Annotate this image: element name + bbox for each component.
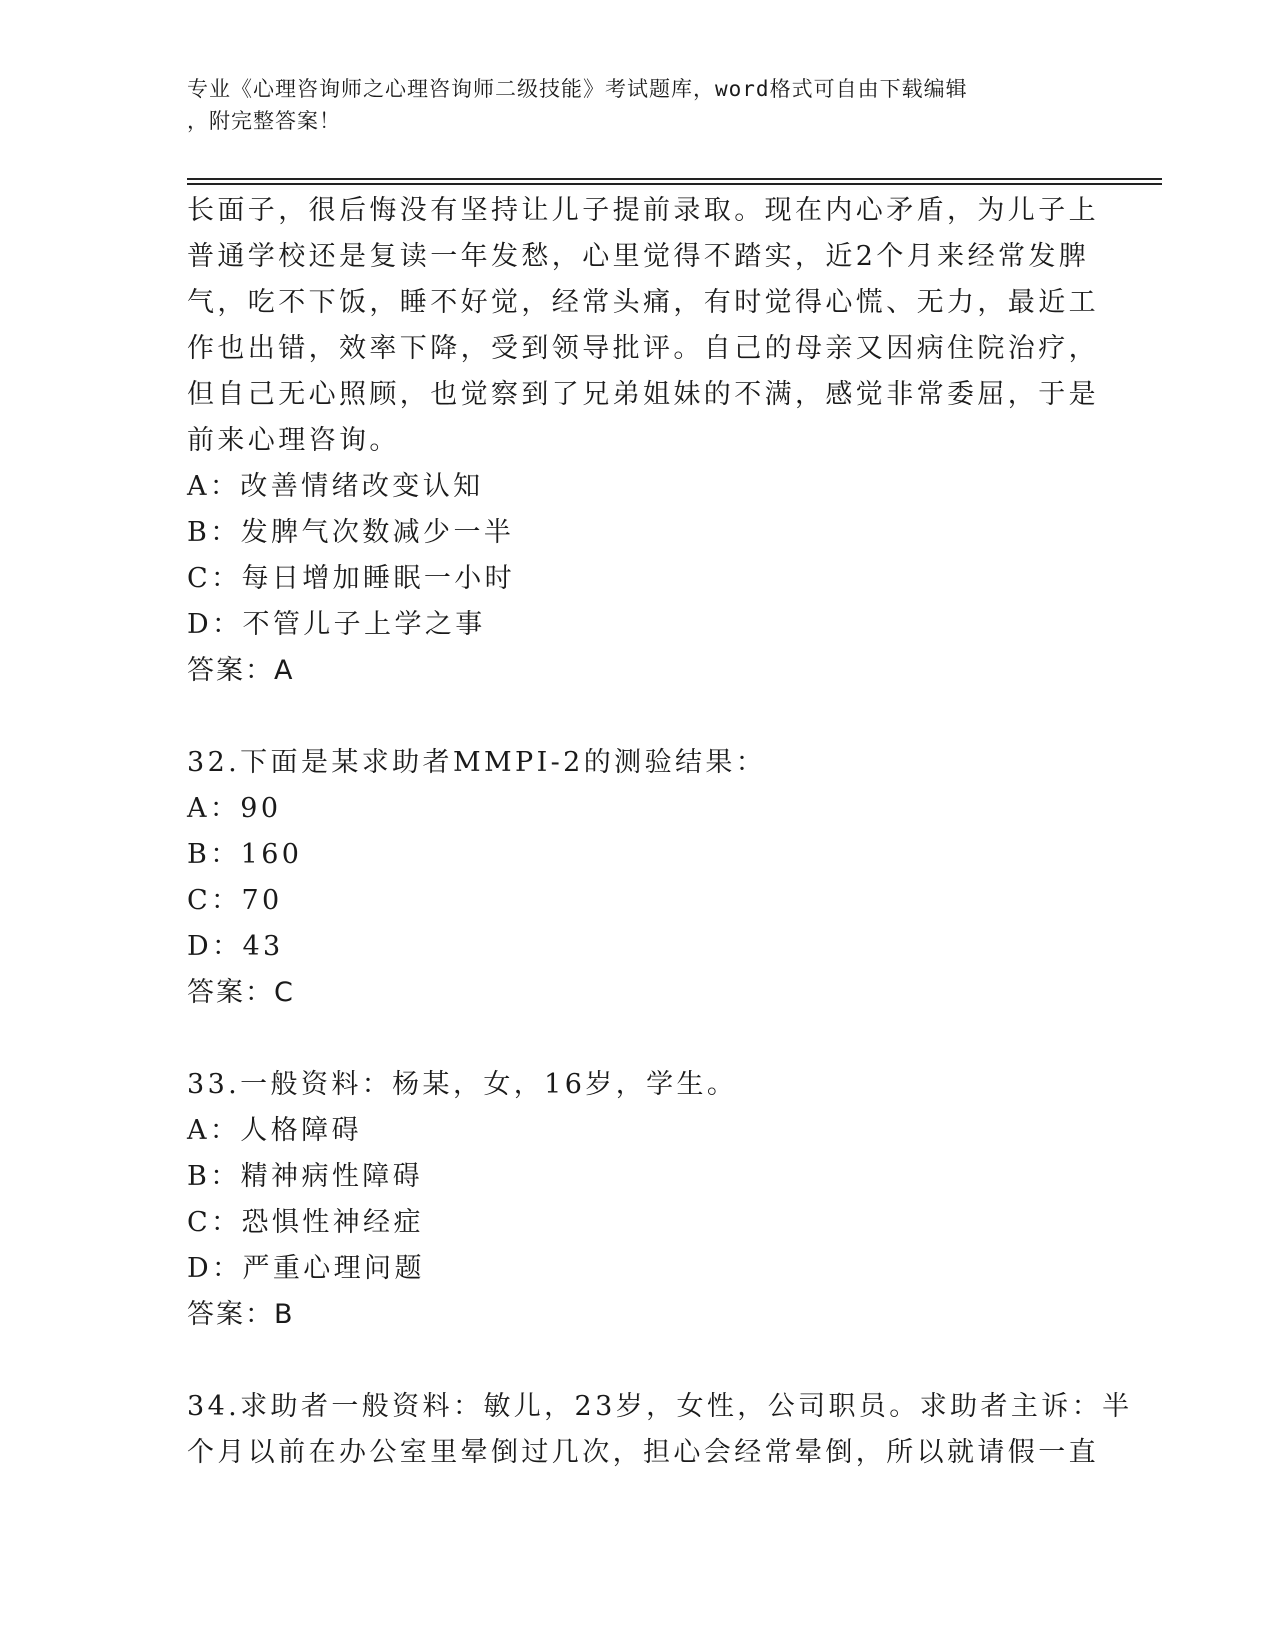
question-31 bbox=[187, 188, 1099, 694]
spacer bbox=[187, 1016, 1087, 1062]
question-stem-line: 长面子，很后悔没有坚持让儿子提前录取。现在内心矛盾，为儿子上 bbox=[187, 195, 1099, 226]
option-b: B：精神病性障碍 bbox=[187, 1161, 424, 1192]
option-c: C：每日增加睡眠一小时 bbox=[187, 563, 516, 594]
option-c: C：70 bbox=[187, 885, 283, 916]
question-32 bbox=[187, 740, 1087, 1016]
document-body bbox=[187, 188, 1133, 1476]
option-b: B：160 bbox=[187, 839, 303, 870]
question-stem-line: 34.求助者一般资料：敏儿，23岁，女性，公司职员。求助者主诉：半 bbox=[187, 1391, 1133, 1422]
question-stem: 33.一般资料：杨某，女，16岁，学生。 bbox=[187, 1069, 738, 1100]
option-a: A：改善情绪改变认知 bbox=[187, 471, 484, 502]
answer-line: 答案：B bbox=[187, 1299, 295, 1330]
question-stem-line: 气，吃不下饭，睡不好觉，经常头痛，有时觉得心慌、无力，最近工 bbox=[187, 287, 1099, 318]
option-d: D：严重心理问题 bbox=[187, 1253, 425, 1284]
option-c: C：恐惧性神经症 bbox=[187, 1207, 424, 1238]
question-stem: 32.下面是某求助者MMPI-2的测验结果： bbox=[187, 747, 767, 778]
option-d: D：不管儿子上学之事 bbox=[187, 609, 486, 640]
question-33 bbox=[187, 1062, 1087, 1338]
answer-line: 答案：A bbox=[187, 655, 295, 686]
question-stem-line: 个月以前在办公室里晕倒过几次，担心会经常晕倒，所以就请假一直 bbox=[187, 1437, 1099, 1468]
question-stem-line: 普通学校还是复读一年发愁，心里觉得不踏实，近2个月来经常发脾 bbox=[187, 241, 1090, 272]
answer-line: 答案：C bbox=[187, 977, 295, 1008]
question-34 bbox=[187, 1384, 1133, 1476]
option-b: B：发脾气次数减少一半 bbox=[187, 517, 515, 548]
header-rule-top bbox=[187, 178, 1162, 180]
header-title-line: 专业《心理咨询师之心理咨询师二级技能》考试题库，word格式可自由下载编辑 bbox=[187, 77, 968, 101]
option-d: D：43 bbox=[187, 931, 284, 962]
header-subtitle-line: ，附完整答案！ bbox=[187, 109, 341, 133]
option-a: A：90 bbox=[187, 793, 282, 824]
header-rule-bottom bbox=[187, 183, 1162, 185]
document-header bbox=[187, 73, 1087, 137]
spacer bbox=[187, 694, 1087, 740]
question-stem-line: 作也出错，效率下降，受到领导批评。自己的母亲又因病住院治疗， bbox=[187, 333, 1099, 364]
option-a: A：人格障碍 bbox=[187, 1115, 362, 1146]
spacer bbox=[187, 1338, 1087, 1384]
question-stem-line: 前来心理咨询。 bbox=[187, 425, 400, 456]
question-stem-line: 但自己无心照顾，也觉察到了兄弟姐妹的不满，感觉非常委屈，于是 bbox=[187, 379, 1099, 410]
